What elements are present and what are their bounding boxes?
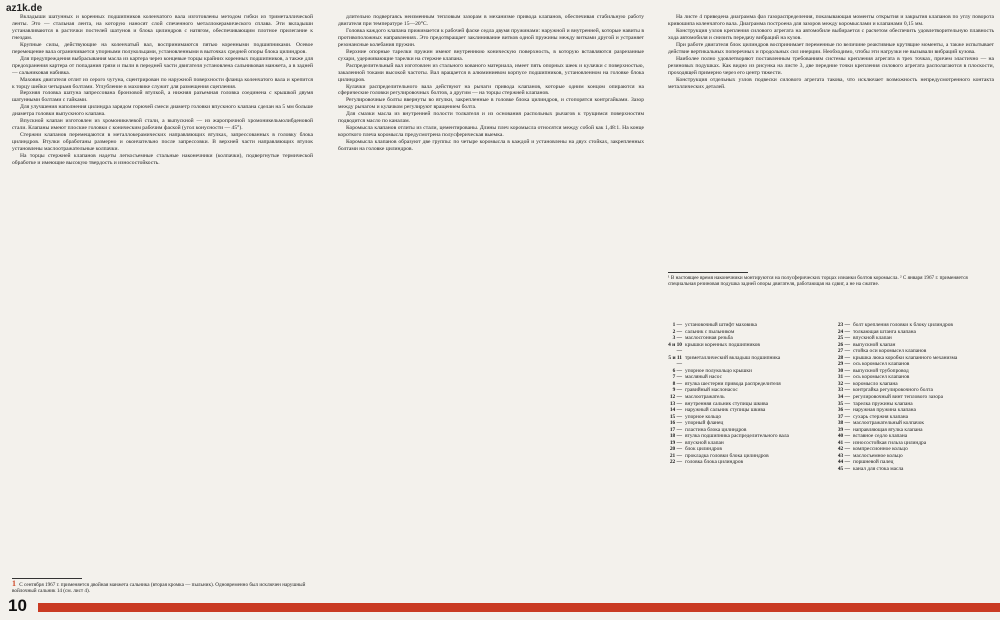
legend-item-label: маслоотражатель	[685, 394, 725, 401]
legend-item-number: 25 —	[837, 335, 850, 342]
legend-item-label: впускной клапан	[685, 439, 724, 446]
legend-item-label: выпускной клапан	[853, 341, 896, 348]
legend-item-label: сухарь стержня клапана	[853, 413, 908, 420]
legend-item-label: упорное полукольцо крышки	[685, 367, 752, 374]
legend-item-number: 18 —	[669, 433, 682, 440]
legend-item-number: 27 —	[837, 348, 850, 355]
legend-item-number: 9 —	[672, 387, 682, 394]
legend-item-number: 8 —	[672, 380, 682, 387]
legend-item-label: упорное кольцо	[685, 413, 722, 420]
legend-item-label: направляющая втулка клапана	[853, 426, 923, 433]
paragraph: Головка каждого клапана прижимается к рабочей фаске седла двумя пружинами: наружной и внутренней, которые навиты в противоположных направлениях. Это предотвращает заклинивание витков одной пружины между витками другой и устраняет резонансные колебания пружин.	[338, 27, 644, 48]
legend-item-label: сальник с пыльником	[685, 328, 735, 335]
legend-item-number: 43 —	[837, 452, 850, 459]
paragraph: Маховик двигателя отлит из серого чугуна, сцентрирован по наружной поверхности фланца коленчатого вала и крепится к торцу шейки четырьмя болтами. Углубление в маховике служит для размещения сцепления.	[12, 76, 313, 90]
legend-item-number: 19 —	[669, 439, 682, 446]
legend-item-number: 26 —	[837, 341, 850, 348]
legend-item-number: 21 —	[669, 452, 682, 459]
legend-item-number: 42 —	[837, 446, 850, 453]
paragraph: Вкладыши шатунных и коренных подшипников коленчатого вала изготовлены методом гибки из триметаллической ленты. Это — стальная лента, на которую наносят слой спеченного металлокерамического сплава. Эти вкладыши устанавливаются в расточки постелей шатунов и блока цилиндров с натягом, обеспечивающим плотное прилегание к гнездам.	[12, 14, 313, 41]
paragraph: Коромысла клапанов образуют две группы: по четыре коромысла в каждой и установлены на двух стойках, закрепленных болтами на головке цилиндров.	[338, 139, 644, 153]
legend-item-label: блок цилиндров	[685, 446, 722, 453]
legend-item-label: гравийный маслонасос	[685, 387, 738, 394]
footnote-right-text: ¹ В настоящее время наконечники монтируются на полусферических торцах изнанки болтов коромысла. ² С января 1967 г. применяется специальная резиновая подушка задней опоры двигателя, работающая на сдвиг, а не на сжатие.	[668, 275, 968, 288]
legend-item-number: 44 —	[837, 459, 850, 466]
legend-item-number: 22 —	[669, 459, 682, 466]
legend-item-label: прокладка головки блока цилиндров	[685, 452, 769, 459]
text-column-middle	[338, 14, 644, 574]
paragraph: Крупные силы, действующие на коленчатый вал, воспринимаются пятью коренными подшипниками. Осевое перемещение вала ограничивается упорными полукольцами, установленными в выточках средней опоры блока цилиндров.	[12, 41, 313, 55]
legend-item-label: наружная пружина клапана	[853, 407, 916, 414]
legend-item-label: ось коромысел клапанов	[853, 374, 910, 381]
paragraph: При работе двигателя блок цилиндров воспринимает переменные по величине реактивные крутящие моменты, а также испытывает действие вертикальных поперечных и продольных сил инерции. Необходимо, чтобы эти нагрузки не вызывали вибраций кузова.	[668, 41, 994, 55]
legend-item-number: 2 —	[672, 328, 682, 335]
legend-item-number: 34 —	[837, 394, 850, 401]
legend-item-label: регулировочный винт теплового зазора	[853, 394, 943, 401]
legend-item-number: 28 —	[837, 354, 850, 361]
footnote-rule	[12, 578, 82, 579]
footnote	[12, 578, 313, 595]
legend-item	[836, 466, 996, 473]
footnote-number: 1	[12, 579, 16, 588]
legend-item-label: компрессионное кольцо	[853, 446, 908, 453]
legend-item-label: впускной клапан	[853, 335, 892, 342]
legend-item-label: масляный насос	[685, 374, 722, 381]
legend-item-label: втулка шестерни привода распределителя	[685, 380, 781, 387]
paragraph: Кулачки распределительного вала действуют на рычаги привода клапанов, которые одним концом опираются на сферические головки регулировочных болтов, а другим — на торцы стержней клапанов.	[338, 83, 644, 97]
legend-item-number: 20 —	[669, 446, 682, 453]
legend-item-label: наружный сальник ступицы шкива	[685, 407, 766, 414]
legend-item-number: 39 —	[837, 426, 850, 433]
legend-item-label: пластина блока цилиндров	[685, 426, 747, 433]
paragraph: Верхние опорные тарелки пружин имеют внутреннюю коническую поверхность, в которую вставляются разрезанные сухари, удерживающие тарелки на стержне клапана.	[338, 48, 644, 62]
legend-item-number: 12 —	[669, 394, 682, 401]
paragraph: Наиболее полно удовлетворяют поставленным требованиям системы крепления агрегата в трех точках, причем эластично — на резиновых подушках. Как видно из рисунка на листе 3, две передние точки крепления силового агрегата располагаются в плоскости, проходящей примерно через его центр тяжести.	[668, 55, 994, 76]
legend-item-number: 17 —	[669, 426, 682, 433]
legend-item-label: болт крепления головки к блоку цилиндров	[853, 322, 953, 328]
paragraph: Для предупреждения выбрасывания масла из картера через концевые торцы крайних коренных подшипников, а также для предохранения картера от попадания грязи и пыли в передней части двигателя установлена сальниковая манжета, а в задней — сальниковая набивка.	[12, 55, 313, 76]
legend-item-label: ось коромысел клапанов	[853, 361, 910, 368]
legend-item-label: внутренняя сальник ступицы шкива	[685, 400, 769, 407]
legend-item-label: толкающая штанга клапана	[853, 328, 916, 335]
legend-item-number: 31 —	[837, 374, 850, 381]
legend-item-label: маслосъемное кольцо	[853, 452, 903, 459]
legend-item	[668, 342, 826, 355]
legend-item-label: канал для стока масла	[853, 466, 904, 473]
paragraph: Впускной клапан изготовлен из хромоникелевой стали, а выпускной — из жаропрочной хромоникельмолибденовой стали. Клапаны имеют плоские головки с коническим рабочим фаской (угол конусности — 45°).	[12, 118, 313, 132]
paragraph: Стержни клапанов перемещаются в металлокерамических направляющих втулках, запрессованных в головку блока цилиндров. Втулки обработаны размерно и окончательно после запрессовки. В верхней части направляющих втулок установлены маслоотражательные колпачки.	[12, 132, 313, 153]
legend-item-label: тарелка пружины клапана	[853, 400, 913, 407]
footnote-right-rule	[668, 272, 748, 273]
legend-item-label: контргайка регулировочного болта	[853, 387, 933, 394]
paragraph: Для улучшения наполнения цилиндра зарядом горючей смеси диаметр головки впускного клапана сделан на 5 мм больше диаметра головки выпускного клапана.	[12, 104, 313, 118]
legend-item-label: установочный штифт маховика	[685, 322, 757, 328]
paragraph: Для смазки масла из внутренней полости толкателя и из основания распольных рычагов к трущимся поверхностям подводится масло по каналам.	[338, 111, 644, 125]
paragraph: Верхняя головка шатуна запрессована бронзовой втулкой, а нижняя разъемная головка соединена с крышкой двумя шатунными болтами с гайками.	[12, 90, 313, 104]
legend-item-number: 14 —	[669, 407, 682, 414]
legend-item-number: 41 —	[837, 439, 850, 446]
paragraph: Конструкция узлов крепления силового агрегата на автомобиле выбирается с расчетом обеспечить удовлетворительную плавность хода автомобиля и снизить передачу вибраций на кузов.	[668, 27, 994, 41]
legend-item-number: 15 —	[669, 413, 682, 420]
legend-item-number: 45 —	[837, 466, 850, 473]
watermark: az1k.de	[6, 3, 43, 14]
text-column-left	[12, 14, 313, 574]
legend-item-number: 38 —	[837, 420, 850, 427]
legend-item-label: втулка подшипника распределительного вала	[685, 433, 789, 440]
paragraph: Регулировочные болты ввернуты во втулки, закрепленные в головке блока цилиндров, и стопорятся контргайками. Зазор между рычагом и кулачком регулируют вращением болта.	[338, 97, 644, 111]
legend-item-label: вставное седло клапана	[853, 433, 908, 440]
legend-item-number: 35 —	[837, 400, 850, 407]
legend-item-number: 4 и 10 —	[668, 341, 682, 355]
paragraph: На листе 4 приведена диаграмма фаз газораспределения, показывающая моменты открытия и закрытия клапанов по углу поворота кривошипа коленчатого вала. Диаграмма построена для зазоров между коромыслами и клапанами 0,15 мм.	[668, 14, 994, 27]
legend-item-label: упорный фланец	[685, 420, 724, 427]
parts-legend-left	[668, 322, 826, 466]
paragraph: На торцы стержней клапанов надеты легкосъемные стальные наконечники (колпачки), подвергнутые термической обработке и имеющие высокую твердость и износостойкость.	[12, 153, 313, 167]
legend-item-label: маслоотражательный колпачок	[853, 420, 925, 427]
legend-item-number: 1 —	[672, 322, 682, 328]
legend-item-label: триметаллический вкладыш подшипника	[685, 354, 781, 361]
page-number: 10	[8, 596, 27, 615]
legend-item-number: 29 —	[837, 361, 850, 368]
parts-legend-right	[836, 322, 996, 473]
legend-item-number: 36 —	[837, 407, 850, 414]
paragraph: длительно подвергаясь неизменным тепловым зазорам в механизме привода клапанов, обеспечивая стабильную работу двигателя при температуре 15—20°С.	[338, 14, 644, 27]
legend-item-number: 23 —	[837, 322, 850, 328]
legend-item-label: маслосгонная резьба	[685, 335, 733, 342]
legend-item-label: поршневой палец	[853, 459, 894, 466]
legend-item-number: 40 —	[837, 433, 850, 440]
footnote-text: С сентября 1967 г. применяется двойная манжета сальника (вторая кромка — пыльник). Одновременно был исключен нарушный войлочный сальник 14 (см. лист 4).	[12, 582, 306, 595]
legend-item-number: 7 —	[672, 374, 682, 381]
legend-item-label: стойка оси коромысел клапанов	[853, 348, 927, 355]
legend-item-number: 37 —	[837, 413, 850, 420]
legend-item-label: коромысло клапана	[853, 380, 898, 387]
text-column-right	[668, 14, 994, 272]
legend-item-label: выпускной трубопровод	[853, 367, 909, 374]
legend-item-label: крышка люка коробки клапанного механизма	[853, 354, 958, 361]
legend-item-number: 5 и 11 —	[668, 354, 682, 368]
legend-item-label: износостойкая гильза цилиндра	[853, 439, 927, 446]
legend-item	[668, 459, 826, 466]
footnote-right	[668, 272, 994, 288]
legend-item-number: 24 —	[837, 328, 850, 335]
page-accent-bar	[38, 603, 1000, 612]
legend-item-label: крышки коренных подшипников	[685, 341, 760, 348]
legend-item-number: 33 —	[837, 387, 850, 394]
paragraph: Распределительный вал изготовлен из стального кованого материала, имеет пять опорных шеек и кулачки с поверхностью, закаленной токами высокой частоты. Вал вращается в алюминиевом корпусе подшипников, установленном на головке блока цилиндров.	[338, 62, 644, 83]
legend-item	[668, 355, 826, 368]
legend-item-number: 16 —	[669, 420, 682, 427]
legend-item-number: 32 —	[837, 380, 850, 387]
paragraph: Конструкция отдельных узлов подвески силового агрегата такова, что исключает возможность непредусмотренного контакта металлических деталей.	[668, 76, 994, 90]
legend-item-number: 30 —	[837, 367, 850, 374]
legend-item-number: 3 —	[672, 335, 682, 342]
paragraph: Коромысла клапанов отлиты из стали, цементированы. Длины плеч коромысла относятся между собой как 1,48:1. На конце короткого плеча коромысла предусмотрена полусферическая выемка.	[338, 125, 644, 139]
legend-item-label: головка блока цилиндров	[685, 459, 744, 466]
legend-item-number: 13 —	[669, 400, 682, 407]
legend-item-number: 6 —	[672, 367, 682, 374]
